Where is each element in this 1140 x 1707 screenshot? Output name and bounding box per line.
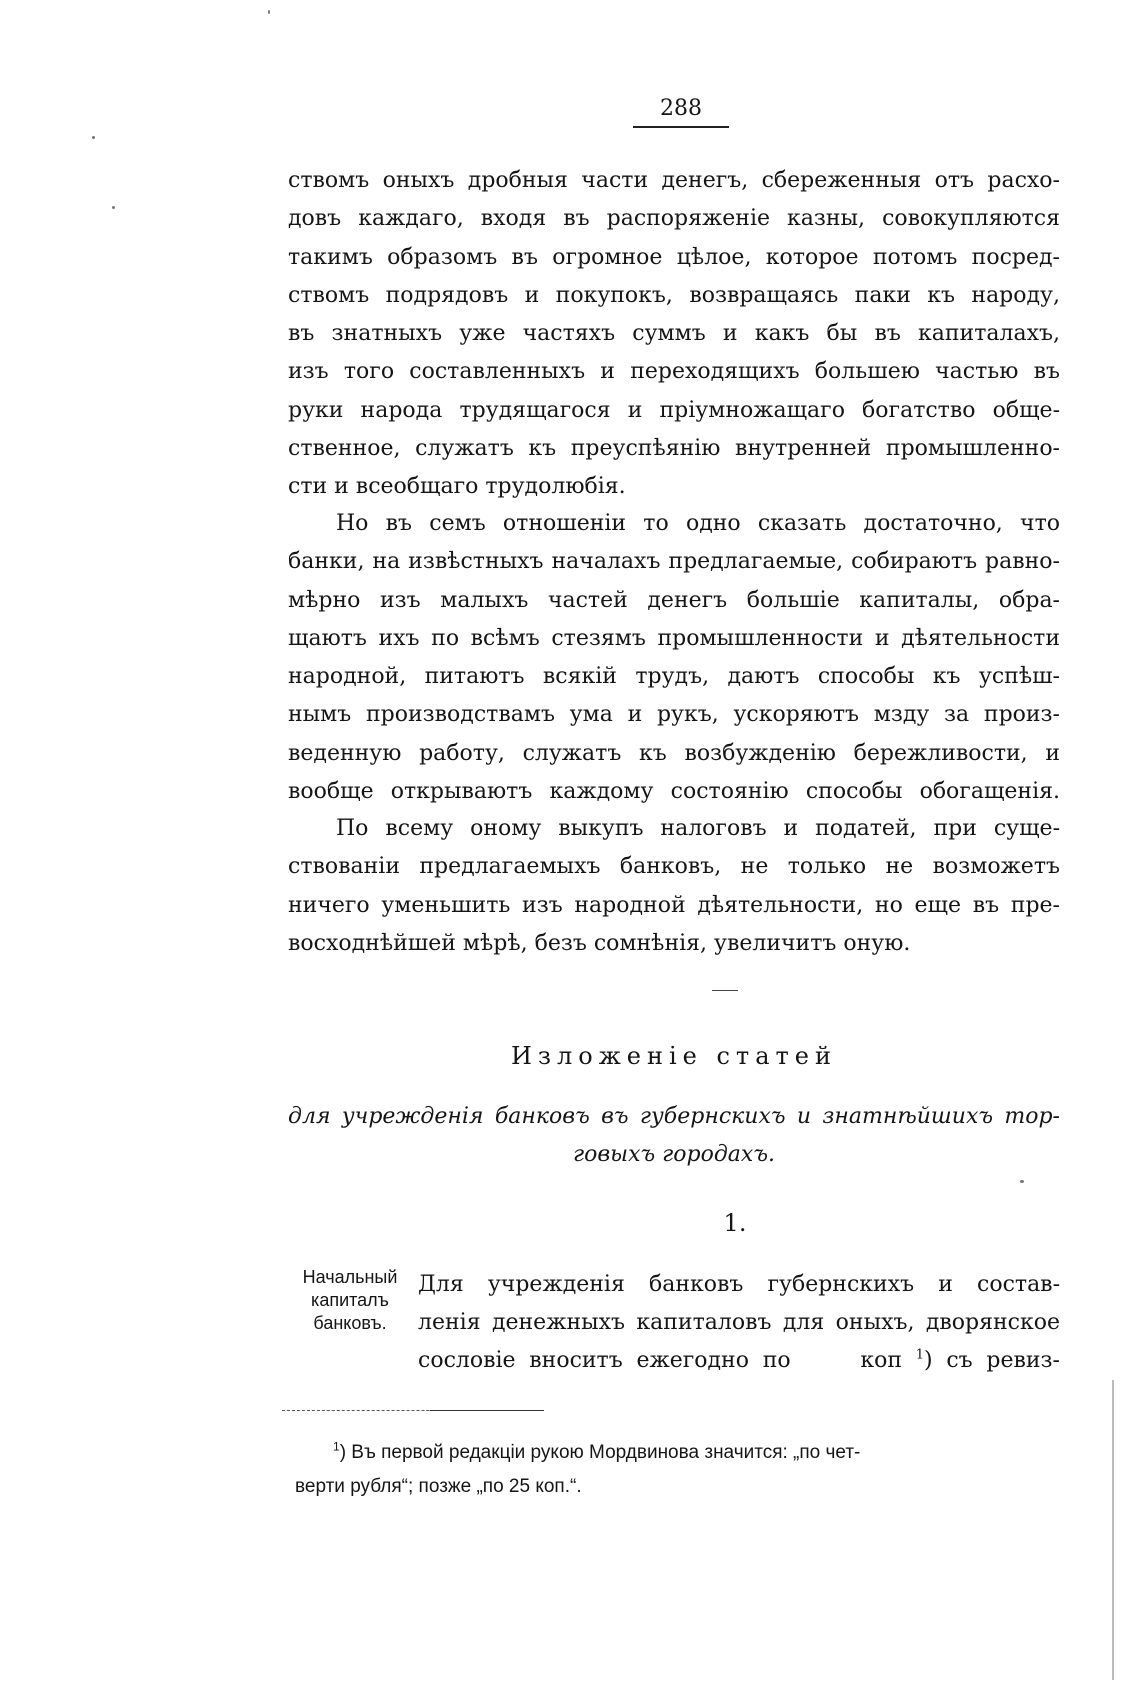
section-separator <box>712 990 738 991</box>
text-line: веденную работу, служатъ къ возбужденію бережливости, и <box>288 740 1060 766</box>
footnote-line <box>295 1436 1060 1470</box>
margin-note-line: капиталъ <box>311 1290 389 1310</box>
text-fragment: ) съ ревиз- <box>924 1348 1060 1373</box>
text-line: сти и всеобщаго трудолюбія. <box>288 474 626 500</box>
text-line: руки народа трудящагося и пріумножащаго богатство обще- <box>288 397 1060 423</box>
text-line: ленія денежныхъ капиталовъ для оныхъ, дворянское <box>418 1310 1060 1335</box>
text-line: восходнѣйшей мѣрѣ, безъ сомнѣнія, увеличитъ оную. <box>288 930 911 956</box>
text-line: ствомъ подрядовъ и покупокъ, возвращаясь паки къ народу, <box>288 282 1060 308</box>
footnote-reference[interactable]: 1 <box>915 1347 925 1363</box>
text-line: вообще открываютъ каждому состоянію способы обогащенія. <box>288 779 1060 805</box>
text-line: ствомъ оныхъ дробныя части денегъ, сбереженныя отъ расхо- <box>288 168 1060 193</box>
section-subtitle <box>288 1098 1060 1174</box>
text-line: изъ того составленныхъ и переходящихъ большею частью въ <box>288 359 1060 385</box>
text-line-with-gap <box>418 1342 1060 1380</box>
scan-speck <box>112 206 115 209</box>
text-line: ствованіи предлагаемыхъ банковъ, не только не возможетъ <box>288 854 1060 880</box>
paragraph-2 <box>288 505 1060 811</box>
paragraph-1 <box>288 162 1060 507</box>
margin-note <box>280 1266 420 1335</box>
text-line: народной, питаютъ всякій трудъ, даютъ способы къ успѣш- <box>288 664 1060 690</box>
text-line: нымъ производствамъ ума и рукъ, ускоряютъ мзду за произ- <box>288 702 1060 728</box>
text-line: Для учрежденія банковъ губернскихъ и состав- <box>418 1272 1060 1297</box>
scan-speck <box>92 136 95 139</box>
article-number: 1. <box>723 1209 747 1237</box>
text-line: такимъ образомъ въ огромное цѣлое, которое потомъ посред- <box>288 244 1060 270</box>
text-line: По всему оному выкупъ налоговъ и податей, при суще- <box>336 816 1060 841</box>
scan-edge <box>1112 1380 1114 1680</box>
margin-note-line: Начальный <box>302 1267 398 1287</box>
paragraph-3 <box>288 810 1060 963</box>
text-line: мѣрно изъ малыхъ частей денегъ большіе капиталы, обра- <box>288 587 1060 613</box>
footnote-marker: 1 <box>333 1439 340 1454</box>
text-line: Но въ семъ отношеніи то одно сказать достаточно, что <box>336 511 1060 536</box>
text-fragment: коп <box>860 1348 903 1373</box>
text-line: банки, на извѣстныхъ началахъ предлагаемые, собираютъ равно- <box>288 549 1060 575</box>
article-text <box>418 1266 1060 1380</box>
footnote-rule <box>430 1410 544 1411</box>
text-line: щаютъ ихъ по всѣмъ стезямъ промышленности и дѣятельности <box>288 625 1060 651</box>
margin-note-line: банковъ. <box>313 1313 387 1333</box>
section-title: Изложеніе статей <box>510 1042 837 1070</box>
text-fragment: сословіе вноситъ ежегодно по <box>418 1348 791 1373</box>
scan-speck <box>1020 1180 1024 1183</box>
text-line: ственное, служатъ къ преуспѣянію внутренней промышленно- <box>288 436 1060 462</box>
scan-speck <box>268 10 270 14</box>
text-line: ничего уменьшить изъ народной дѣятельности, но еще въ пре- <box>288 892 1060 918</box>
subtitle-line: говыхъ городахъ. <box>573 1142 775 1167</box>
footnote-text: ) Въ первой редакціи рукою Мордвинова значится: „по чет- <box>339 1442 861 1463</box>
subtitle-line: для учрежденія банковъ въ губернскихъ и знатнѣйшихъ тор- <box>288 1104 1060 1129</box>
text-line: довъ каждаго, входя въ распоряженіе казны, совокупляются <box>288 206 1060 232</box>
footnote <box>295 1436 1060 1504</box>
footnote-line: верти рубля“; позже „по 25 коп.“. <box>295 1476 582 1497</box>
page-number: 288 <box>633 96 729 128</box>
text-line: въ знатныхъ уже частяхъ суммъ и какъ бы въ капиталахъ, <box>288 321 1060 347</box>
